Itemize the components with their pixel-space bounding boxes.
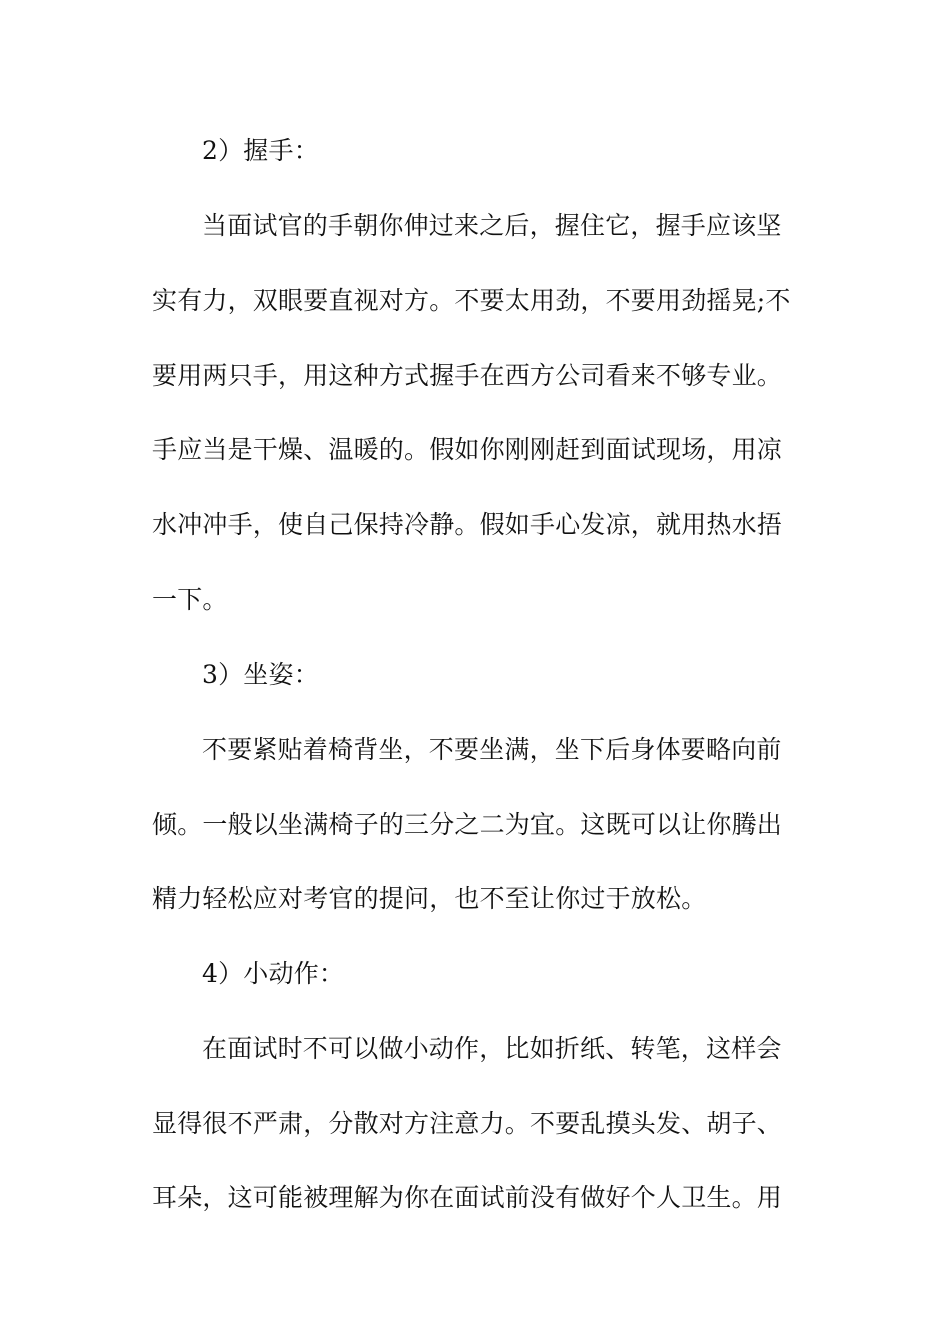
paragraph-line: 当面试官的手朝你伸过来之后，握住它，握手应该坚 bbox=[202, 211, 782, 240]
paragraph-line: 精力轻松应对考官的提问，也不至让你过于放松。 bbox=[152, 884, 707, 913]
paragraph-line: 一下。 bbox=[152, 585, 228, 614]
paragraph-line: 在面试时不可以做小动作，比如折纸、转笔，这样会 bbox=[202, 1034, 782, 1063]
paragraph-line: 要用两只手，用这种方式握手在西方公司看来不够专业。 bbox=[152, 361, 783, 390]
paragraph-line: 倾。一般以坐满椅子的三分之二为宜。这既可以让你腾出 bbox=[152, 810, 783, 839]
paragraph-line: 耳朵，这可能被理解为你在面试前没有做好个人卫生。用 bbox=[152, 1183, 783, 1212]
heading-small-gestures: 4）小动作： bbox=[202, 959, 345, 988]
paragraph-line: 实有力，双眼要直视对方。不要太用劲，不要用劲摇晃;不 bbox=[152, 286, 791, 315]
paragraph-line: 显得很不严肃，分散对方注意力。不要乱摸头发、胡子、 bbox=[152, 1109, 783, 1138]
heading-handshake: 2）握手： bbox=[202, 136, 319, 165]
paragraph-line: 水冲冲手，使自己保持冷静。假如手心发凉，就用热水捂 bbox=[152, 510, 783, 539]
paragraph-line: 不要紧贴着椅背坐，不要坐满，坐下后身体要略向前 bbox=[202, 735, 782, 764]
heading-sitting-posture: 3）坐姿： bbox=[202, 660, 319, 689]
paragraph-line: 手应当是干燥、温暖的。假如你刚刚赶到面试现场，用凉 bbox=[152, 435, 783, 464]
